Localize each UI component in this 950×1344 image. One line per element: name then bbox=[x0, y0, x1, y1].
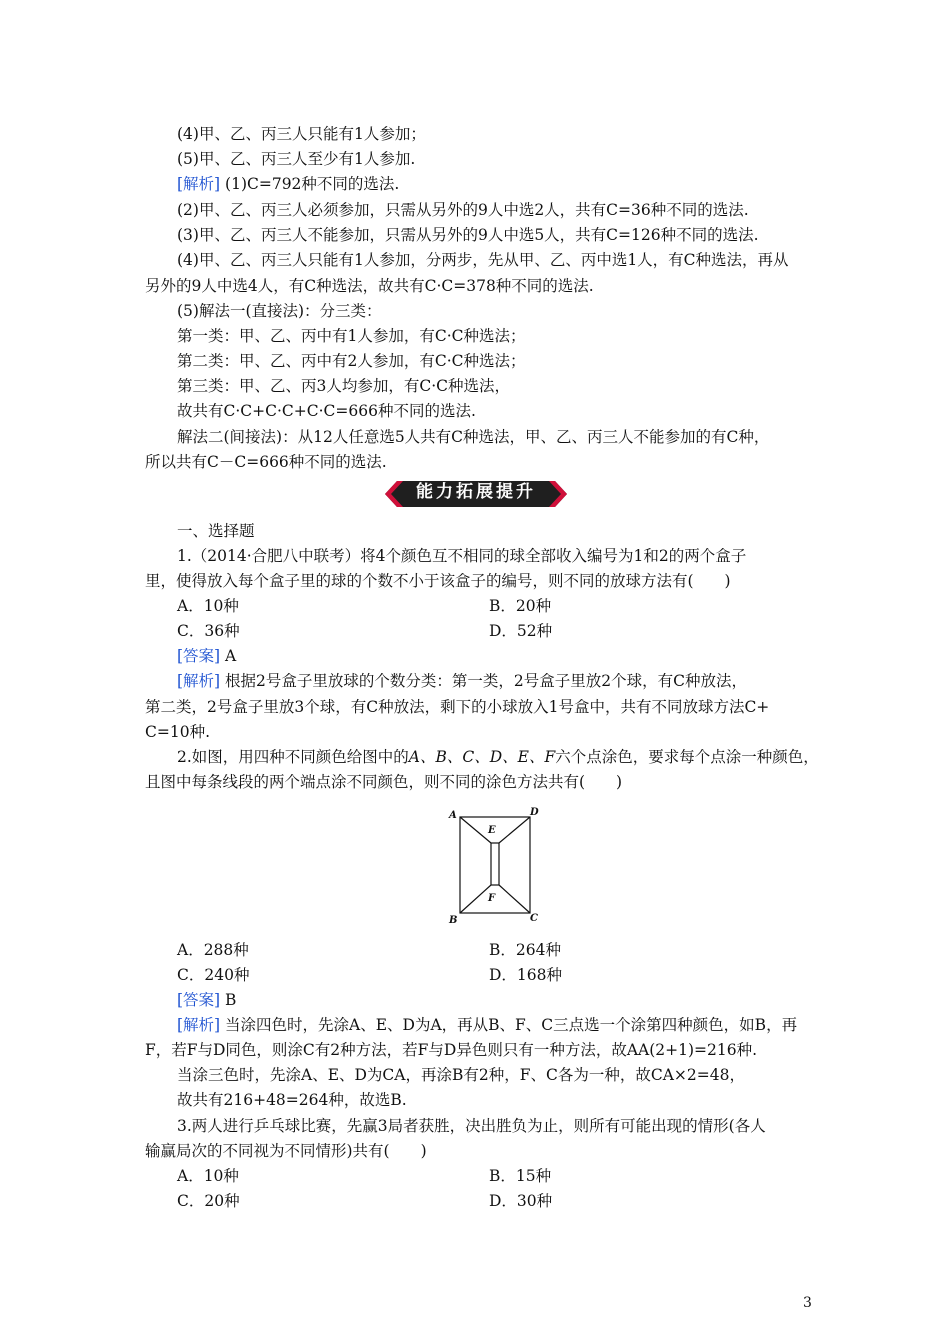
point-f-label: F bbox=[488, 893, 496, 904]
section-banner bbox=[383, 477, 569, 511]
answer-line: [答案] A bbox=[177, 647, 237, 665]
question-line: 输赢局次的不同视为不同情形)共有( ) bbox=[145, 1142, 427, 1160]
text-line: (3)甲、乙、丙三人不能参加，只需从另外的9人中选5人，共有C=126种不同的选法. bbox=[177, 226, 759, 244]
text-line: 另外的9人中选4人，有C种选法，故共有C·C=378种不同的选法. bbox=[145, 277, 594, 295]
answer-tag: [答案] bbox=[177, 991, 221, 1009]
point-c-label: C bbox=[530, 913, 538, 924]
text-line: (5)解法一(直接法)：分三类： bbox=[177, 302, 382, 320]
page-number: 3 bbox=[803, 1295, 812, 1311]
point-e-label: E bbox=[488, 825, 496, 836]
point-d-label: D bbox=[530, 807, 539, 818]
text-line: 第二类，2号盒子里放3个球，有C种放法，剩下的小球放入1号盒中，共有不同放球方法C+ bbox=[145, 698, 770, 716]
point-a-label: A bbox=[449, 810, 457, 821]
text-line: (2)甲、乙、丙三人必须参加，只需从另外的9人中选2人，共有C=36种不同的选法. bbox=[177, 201, 749, 219]
question-line: 1.（2014·合肥八中联考）将4个颜色互不相同的球全部收入编号为1和2的两个盒子 bbox=[177, 547, 747, 565]
question-line: 里，使得放入每个盒子里的球的个数不小于该盒子的编号，则不同的放球方法有( ) bbox=[145, 572, 731, 590]
analysis-line: [解析] 根据2号盒子里放球的个数分类：第一类，2号盒子里放2个球，有C种放法， bbox=[177, 672, 747, 690]
text-line: 解法二(间接法)：从12人任意选5人共有C种选法，甲、乙、丙三人不能参加的有C种， bbox=[177, 428, 770, 446]
section-title: 能力拓展提升 bbox=[416, 482, 536, 502]
option-d: D．30种 bbox=[489, 1192, 553, 1210]
text-line: 当涂三色时，先涂A、E、D为CA，再涂B有2种，F、C各为一种，故CA×2=48， bbox=[177, 1066, 745, 1084]
analysis-tag: [解析] bbox=[177, 672, 221, 690]
option-a: A．288种 bbox=[177, 941, 249, 959]
option-d: D．52种 bbox=[489, 622, 553, 640]
option-c: C．36种 bbox=[177, 622, 240, 640]
text-line: 第一类：甲、乙、丙中有1人参加，有C·C种选法； bbox=[177, 327, 526, 345]
option-b: B．20种 bbox=[489, 597, 552, 615]
text-line: 第二类：甲、乙、丙中有2人参加，有C·C种选法； bbox=[177, 352, 526, 370]
question-line: 且图中每条线段的两个端点涂不同颜色，则不同的涂色方法共有( ) bbox=[145, 773, 623, 791]
option-d: D．168种 bbox=[489, 966, 563, 984]
question-line: 2.如图，用四种不同颜色给图中的A、B、C、D、E、F六个点涂色，要求每个点涂一种颜色， bbox=[177, 748, 819, 766]
analysis-line: [解析] (1)C=792种不同的选法. bbox=[177, 175, 400, 193]
option-b: B．264种 bbox=[489, 941, 561, 959]
option-a: A．10种 bbox=[177, 1167, 239, 1185]
analysis-line: [解析] 当涂四色时，先涂A、E、D为A，再从B、F、C三点选一个涂第四种颜色，如B，再 bbox=[177, 1016, 798, 1034]
text-line: C=10种. bbox=[145, 723, 210, 741]
point-b-label: B bbox=[449, 915, 458, 926]
text-line: 故共有216+48=264种，故选B. bbox=[177, 1091, 407, 1109]
answer-line: [答案] B bbox=[177, 991, 237, 1009]
section-heading: 一、选择题 bbox=[177, 522, 255, 540]
text-line: 所以共有C－C=666种不同的选法. bbox=[145, 453, 387, 471]
analysis-tag: [解析] bbox=[177, 1016, 221, 1034]
question-line: 3.两人进行乒乓球比赛，先赢3局者获胜，决出胜负为止，则所有可能出现的情形(各人 bbox=[177, 1117, 766, 1135]
geometry-figure bbox=[440, 803, 550, 928]
text-line: (4)甲、乙、丙三人只能有1人参加，分两步，先从甲、乙、丙中选1人，有C种选法，再从 bbox=[177, 251, 789, 269]
text-line: (5)甲、乙、丙三人至少有1人参加. bbox=[177, 150, 416, 168]
option-b: B．15种 bbox=[489, 1167, 552, 1185]
figure-lines bbox=[440, 803, 550, 928]
answer-tag: [答案] bbox=[177, 647, 221, 665]
text-line: 第三类：甲、乙、丙3人均参加，有C·C种选法， bbox=[177, 377, 511, 395]
text-line: 故共有C·C+C·C+C·C=666种不同的选法. bbox=[177, 402, 476, 420]
option-a: A．10种 bbox=[177, 597, 239, 615]
option-c: C．240种 bbox=[177, 966, 250, 984]
text-line: (4)甲、乙、丙三人只能有1人参加； bbox=[177, 125, 426, 143]
text-line: F，若F与D同色，则涂C有2种方法，若F与D异色则只有一种方法，故AA(2+1)=216种. bbox=[145, 1041, 758, 1059]
analysis-tag: [解析] bbox=[177, 175, 221, 193]
option-c: C．20种 bbox=[177, 1192, 240, 1210]
